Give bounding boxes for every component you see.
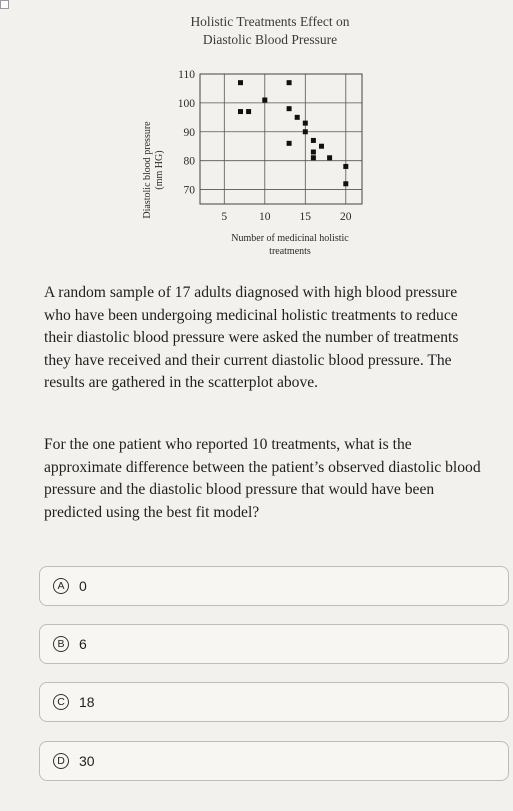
data-point xyxy=(303,129,308,134)
chart-title-line-2: Diastolic Blood Pressure xyxy=(202,32,338,47)
data-point xyxy=(238,109,243,114)
data-point xyxy=(343,181,348,186)
x-tick-label: 15 xyxy=(299,211,312,223)
y-axis-label-line-2: (mm HG) xyxy=(154,150,165,190)
answer-choice-a[interactable] xyxy=(39,566,509,606)
checkbox-icon xyxy=(0,0,9,9)
data-point xyxy=(311,155,316,160)
x-tick-label: 10 xyxy=(259,211,271,223)
y-tick-labels xyxy=(178,69,196,197)
choice-letter-c: C xyxy=(53,694,69,710)
data-point xyxy=(287,80,292,85)
data-point xyxy=(343,164,348,169)
data-point xyxy=(319,144,324,149)
data-point xyxy=(303,121,308,126)
y-tick-label: 110 xyxy=(178,69,195,81)
y-tick-label: 90 xyxy=(183,126,195,139)
x-axis-label-line-2: treatments xyxy=(269,246,311,257)
y-tick-label: 80 xyxy=(183,155,195,168)
choice-text-d: 30 xyxy=(79,753,95,769)
data-point xyxy=(327,155,332,160)
y-tick-label: 70 xyxy=(183,184,195,197)
answer-choice-c[interactable] xyxy=(39,682,509,722)
chart-title xyxy=(140,13,400,49)
choice-text-b: 6 xyxy=(79,636,87,652)
answer-choice-d[interactable] xyxy=(39,741,509,781)
choice-text-a: 0 xyxy=(79,578,87,594)
x-tick-labels xyxy=(221,211,351,223)
plot-grid xyxy=(200,74,362,204)
x-tick-label: 20 xyxy=(340,211,352,223)
choice-letter-d: D xyxy=(53,753,69,769)
data-point xyxy=(295,115,300,120)
data-point xyxy=(262,98,267,103)
data-point xyxy=(287,106,292,111)
x-axis-label-line-1: Number of medicinal holistic xyxy=(231,233,349,244)
answer-choice-b[interactable] xyxy=(39,624,509,664)
y-axis-label-line-1: Diastolic blood pressure xyxy=(142,121,153,219)
x-tick-label: 5 xyxy=(221,211,228,223)
choice-letter-b: B xyxy=(53,636,69,652)
data-point xyxy=(311,138,316,143)
choice-letter-a: A xyxy=(53,578,69,594)
data-points xyxy=(238,80,348,186)
scatterplot xyxy=(110,58,390,268)
question-text: For the one patient who reported 10 treatments, what is the approximate difference between the patient’s observed diastolic blood pressure and the diastolic blood pressure that would have been predicted using the best fit model? xyxy=(44,436,481,521)
data-point xyxy=(311,150,316,155)
data-point xyxy=(287,141,292,146)
y-tick-label: 100 xyxy=(177,97,195,110)
choice-text-c: 18 xyxy=(79,694,95,710)
passage-text: A random sample of 17 adults diagnosed with high blood pressure who have been undergoing medicinal holistic treatments to reduce their diastolic blood pressure were asked the number of treatments they have received and their current diastolic blood pressure. The results are gathered in the scatterplot above. xyxy=(44,284,459,391)
data-point xyxy=(238,80,243,85)
chart-title-line-1: Holistic Treatments Effect on xyxy=(190,14,350,29)
data-point xyxy=(246,109,251,114)
